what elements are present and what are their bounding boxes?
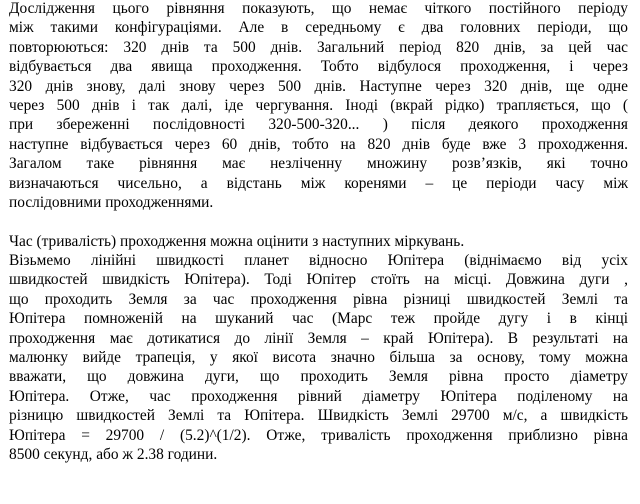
text-line: Юпітера = 29700 / (5.2)^(1/2). Отже, тривалість проходження приблизно рівна <box>9 426 628 444</box>
paragraph-duration-intro <box>9 232 628 251</box>
text-line: Юпітера. Отже, час проходження рівний діаметру Юпітера поділеному на <box>9 387 628 405</box>
text-line: проходження має дотикатися до лінії Земля – край Юпітера). В результаті на <box>9 329 628 347</box>
text-line: різницю швидкостей Землі та Юпітера. Швидкість Землі 29700 м/с, а швидкість <box>9 407 628 425</box>
text-line: Час (тривалість) проходження можна оцінити з наступних міркувань. <box>9 232 465 250</box>
text-line: наступне відбувається через 60 днів, тобто на 820 днів буде вже 3 проходження. <box>9 135 628 153</box>
text-line: між такими конфігураціями. Але в середньому є два головних періоди, що <box>9 19 628 37</box>
text-line: через 500 днів і так далі, іде чергування. Іноді (вкрай рідко) трапляється, що ( <box>9 96 628 114</box>
text-line: Дослідження цього рівняння показують, що немає чіткого постійного періоду <box>9 0 628 17</box>
text-line: швидкостей швидкість Юпітера). Тоді Юпітер стоїть на місці. Довжина дуги , <box>9 271 628 289</box>
text-line: при збереженні послідовності 320-500-320... ) після деякого проходження <box>9 116 628 134</box>
text-line: вважати, що довжина дуги, що проходить Земля рівна просто діаметру <box>9 368 628 386</box>
paragraph-duration-estimate <box>9 251 628 464</box>
text-line: Загалом таке рівняння має незліченну множину розв’язків, які точно <box>9 155 628 173</box>
text-line: відбувається два явища проходження. Тобто відбулося проходження, і через <box>9 58 628 76</box>
text-line: Юпітера помноженій на шуканий час (Марс теж пройде дугу і в кінці <box>9 310 628 328</box>
text-line: що проходить Земля за час проходження рівна різниці швидкостей Землі та <box>9 290 628 308</box>
text-line: 8500 секунд, або ж 2.38 години. <box>9 445 218 463</box>
text-line: визначаються чисельно, а відстань між коренями – це періоди часу між <box>9 174 628 192</box>
text-line: Візьмемо лінійні швидкості планет відносно Юпітера (віднімаємо від усіх <box>9 252 628 270</box>
text-line: повторюються: 320 днів та 500 днів. Загальний період 820 днів, за цей час <box>9 38 628 56</box>
text-line: малюнку вийде трапеція, у якої висота значно більша за основу, тому можна <box>9 349 628 367</box>
paragraph-conjunction-periods <box>9 0 628 212</box>
text-line: послідовними проходженнями. <box>9 193 214 211</box>
text-line: 320 днів знову, далі знову через 500 днів. Наступне через 320 днів, ще одне <box>9 77 628 95</box>
paragraph-spacer <box>9 212 628 231</box>
